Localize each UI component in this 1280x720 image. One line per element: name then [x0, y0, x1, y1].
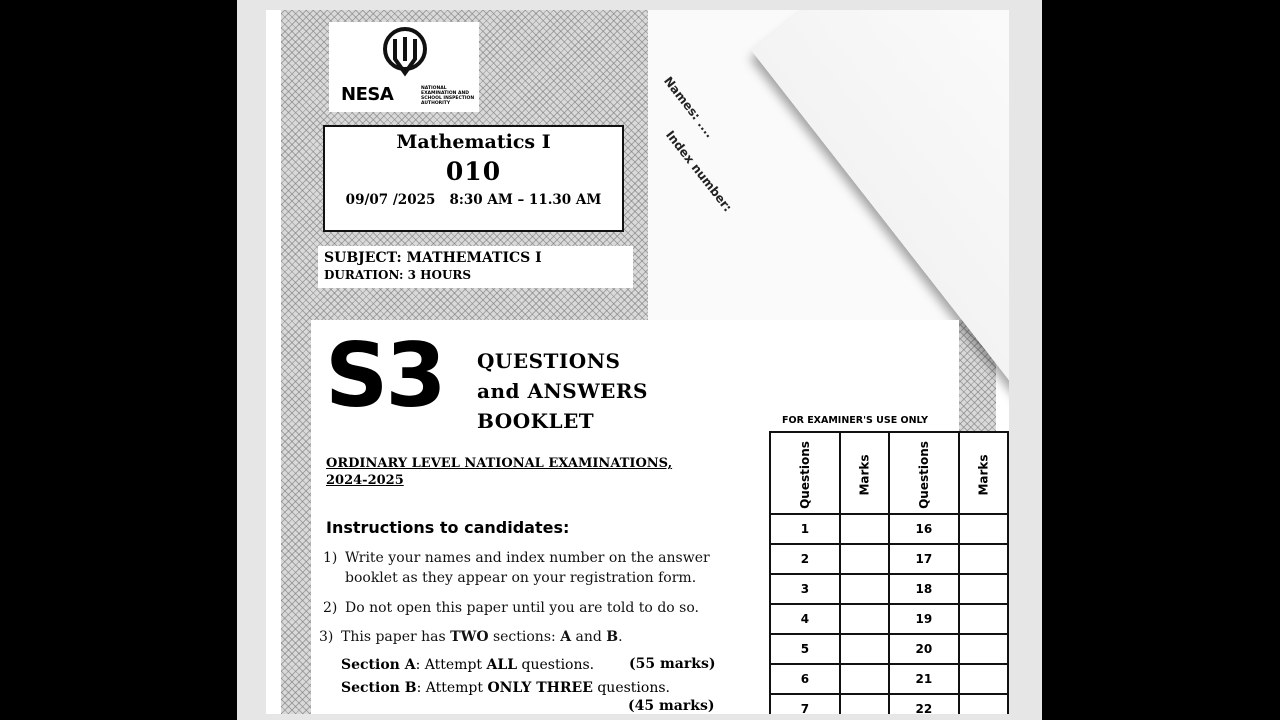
marks-cell[interactable] [959, 574, 1008, 604]
booklet-title-line-3: BOOKLET [477, 409, 595, 433]
instruction-text: sections: [488, 629, 561, 645]
instruction-emphasis: TWO [450, 629, 489, 645]
marks-cell[interactable] [840, 634, 889, 664]
question-number: 4 [770, 604, 840, 634]
header-text: Marks [976, 453, 991, 496]
nesa-logo [329, 22, 479, 112]
marks-cell[interactable] [959, 604, 1008, 634]
table-row [770, 634, 1008, 664]
section-a-line [341, 657, 594, 673]
table-row [770, 604, 1008, 634]
names-label: Names: .... [660, 74, 718, 141]
section-a-letter: A [560, 629, 572, 645]
marks-cell[interactable] [840, 544, 889, 574]
section-emphasis: ALL [486, 657, 518, 673]
header-questions [889, 432, 959, 514]
instruction-text: Do not open this paper until you are told to do so. [345, 600, 699, 616]
exam-year: 2024-2025 [326, 473, 404, 488]
examiner-table-body [770, 514, 1008, 714]
booklet-title-line-2: and ANSWERS [477, 379, 648, 403]
marks-cell[interactable] [959, 664, 1008, 694]
index-number-label: Index number: [662, 128, 735, 215]
level-badge: S3 [325, 324, 444, 427]
exam-time: 8:30 AM – 11.30 AM [449, 192, 602, 208]
header-marks [840, 432, 889, 514]
question-number: 3 [770, 574, 840, 604]
section-b-line [341, 680, 670, 696]
question-number: 2 [770, 544, 840, 574]
instruction-text: This paper has [341, 629, 451, 645]
section-text: questions. [592, 680, 670, 696]
subject-box [318, 246, 633, 288]
marks-cell[interactable] [840, 514, 889, 544]
table-row [770, 664, 1008, 694]
nesa-emblem-icon [379, 27, 431, 83]
marks-cell[interactable] [840, 604, 889, 634]
header-text: Questions [797, 440, 812, 509]
question-number: 20 [889, 634, 959, 664]
section-label: Section B [341, 680, 417, 696]
question-number: 16 [889, 514, 959, 544]
section-text: questions. [517, 657, 595, 673]
table-row [770, 514, 1008, 544]
question-number: 17 [889, 544, 959, 574]
booklet-title [477, 346, 648, 436]
instruction-text: Write your names and index number on the answer [345, 550, 710, 566]
section-text: : Attempt [416, 680, 488, 696]
question-number: 22 [889, 694, 959, 714]
exam-name-line: ORDINARY LEVEL NATIONAL EXAMINATIONS, [326, 456, 673, 471]
question-number: 18 [889, 574, 959, 604]
question-number: 21 [889, 664, 959, 694]
logo-subtitle: NATIONAL EXAMINATION AND SCHOOL INSPECTION AUTHORITY [421, 86, 475, 106]
instruction-1 [323, 548, 723, 588]
question-number: 5 [770, 634, 840, 664]
instruction-number: 1) [323, 550, 338, 566]
section-b-letter: B [606, 629, 619, 645]
table-row [770, 694, 1008, 714]
subject-line: SUBJECT: MATHEMATICS I [324, 250, 542, 266]
table-row [770, 544, 1008, 574]
question-number: 19 [889, 604, 959, 634]
examiner-label: FOR EXAMINER'S USE ONLY [782, 415, 928, 426]
question-number: 7 [770, 694, 840, 714]
examiner-table-header [770, 432, 1008, 514]
instruction-3 [319, 627, 719, 647]
marks-cell[interactable] [959, 514, 1008, 544]
exam-schedule [325, 192, 622, 208]
instruction-number: 2) [323, 600, 338, 616]
exam-date: 09/07 /2025 [345, 192, 436, 208]
instruction-2 [323, 598, 723, 618]
header-questions [770, 432, 840, 514]
section-a-marks: (55 marks) [629, 656, 716, 672]
exam-code: 010 [445, 157, 502, 186]
question-number: 1 [770, 514, 840, 544]
instruction-text: and [571, 629, 607, 645]
section-text: : Attempt [415, 657, 487, 673]
instruction-text: . [618, 629, 623, 645]
logo-wordmark: NESA [341, 84, 394, 105]
question-number: 6 [770, 664, 840, 694]
section-label: Section A [341, 657, 416, 673]
marks-cell[interactable] [840, 694, 889, 714]
header-text: Marks [857, 453, 872, 496]
instruction-number: 3) [319, 629, 334, 645]
exam-title-box [323, 125, 624, 232]
exam-title: Mathematics I [396, 131, 551, 153]
marks-cell[interactable] [840, 664, 889, 694]
marks-cell[interactable] [959, 544, 1008, 574]
duration-line: DURATION: 3 HOURS [324, 268, 472, 282]
section-b-marks: (45 marks) [628, 698, 715, 714]
exam-name [326, 455, 672, 489]
marks-cell[interactable] [959, 694, 1008, 714]
booklet-title-line-1: QUESTIONS [477, 349, 621, 373]
examiner-table [769, 431, 1009, 714]
exam-cover-sheet [266, 10, 1009, 714]
marks-cell[interactable] [959, 634, 1008, 664]
header-text: Questions [916, 440, 931, 509]
marks-cell[interactable] [840, 574, 889, 604]
header-marks [959, 432, 1008, 514]
table-row [770, 574, 1008, 604]
section-emphasis: ONLY THREE [487, 680, 593, 696]
instruction-text: booklet as they appear on your registration form. [345, 570, 697, 586]
instructions-heading: Instructions to candidates: [326, 518, 570, 537]
